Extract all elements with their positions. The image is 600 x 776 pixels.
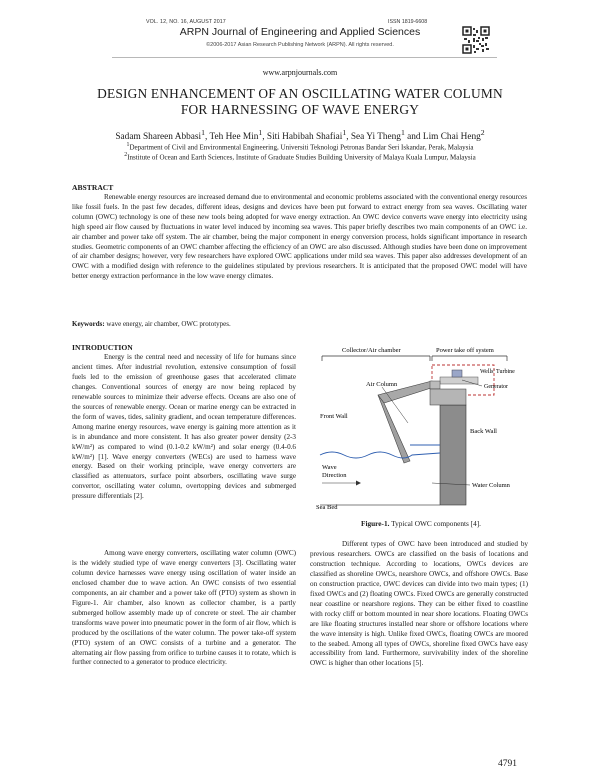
label-collector-air-chamber: Collector/Air chamber [342,347,401,354]
label-power-take-off: Power take off system [436,347,494,354]
header-divider [112,57,497,58]
keywords-text: wave energy, air chamber, OWC prototypes. [106,320,231,328]
back-wall-top [430,389,466,405]
label-air-column: Air Column [366,381,398,388]
abstract-text: Renewable energy resources are increased demand due to environmental and economic problems associated with the conventional energy resources like fossil fuels. In the past few decades, different ideas, designs and devices have been put forward to extract energy from sea waves. Oscillating water column (OWC) technology is one of these new tools being adopted for wave energy extraction. An OWC device converts wave energy into electricity using high speed air flow caused by fluctuations in water level induced by incoming sea waves. This paper briefly describes two main components of an OWC i.e. air chamber and power take off system. The air chamber, being the major component in energy conversion process, holds significant importance in research studies. Geometric components of an OWC chamber affecting the efficiency of an OWC are also discussed. Although studies have been done on improvement of air chamber designs; however, very few researchers have explored OWC applications under mild sea waves. This paper also addresses development of an OWC with a modified design with reference to the guidelines stipulated by previous researchers. It is anticipated that the proposed OWC model will have better energy extraction performance in the low wave energy climates. [72,193,527,281]
title-line-2: FOR HARNESSING OF WAVE ENERGY [180,102,420,117]
issn: ISSN 1819-6608 [388,19,428,25]
affiliation-text: Department of Civil and Environmental Engineering, Universiti Teknologi Petronas Bandar Seri Iskandar, Perak, Malaysia [129,143,474,152]
journal-website[interactable]: www.arpnjournals.com [262,68,338,77]
label-back-wall: Back Wall [470,428,497,435]
label-direction: Direction [322,472,347,479]
introduction-paragraph-1: Energy is the central need and necessity of life for humans since ancient times. After industrial revolution, extensive consumption of fossil fuels led to the emission of greenhouse gases that accelerated climate changes. Conventional sources of energy are now being replaced by renewable sources to minimize their adverse effects. Oceans are also one of the sources of renewable energy. Ocean or marine energy can be extracted in the form of waves, tides, salinity gradient, and ocean temperature differences. Among marine energy resources, wave energy is gaining more attention as it is in abundance and more consistent. It has also greater power density (2-3 kW/m²) as compared to wind (0.1-0.2 kW/m²) and solar energy (0.4-0.6 kW/m²) [1]. Wave energy converters (WECs) are used to harness wave energy. Based on their working principle, wave energy converters are classified as attenuators, surface point absorbers, oscillating wave surge convertor, oscillating water column, overtopping devices and submerged pressure differentials [2]. [72,353,296,501]
author-name: Siti Habibah Shafiai [266,132,343,143]
keywords [72,320,231,328]
title-line-1: DESIGN ENHANCEMENT OF AN OSCILLATING WATER COLUMN [97,86,503,101]
author-name: Sea Yi Theng [350,132,401,143]
affiliation-1 [60,142,540,151]
back-wall [440,405,466,505]
figure-caption-text: Typical OWC components [4]. [389,519,481,528]
duct [430,381,440,389]
author-name: Sadam Shareen Abbasi [115,132,202,143]
affiliation-number: 1 [126,142,130,148]
page-number: 4791 [498,759,517,769]
owc-diagram [312,343,530,515]
introduction-paragraph-3: Different types of OWC have been introduced and studied by previous researchers. OWCs are classified on the basis of locations and construction technique. According to locations, OWCs devices are classified as shoreline OWCs, nearshore OWCs, and offshore OWCs. Base on construction practice, OWC devices can divide into two main types; (1) fixed OWCs and (2) floating OWCs. Fixed OWCs are generally constructed near coastline or nearshore regions. They can be either fixed to coastline with rocky cliff or bottom mounted in near shore locations. Floating OWCs are like floating structures installed near shore or offshore locations where the wave intensity is high. Unlike fixed OWCs, floating OWCs are moored to the seabed. Among all types of OWCs, shoreline fixed OWCs have easy accessibility from land. Furthermore, survivability index of the shoreline OWC is higher than other locations [5]. [310,540,528,668]
author-name: Teh Hee Min [209,132,259,143]
author-affiliation-marker: 1 [201,128,205,137]
author-affiliation-marker: 2 [480,128,485,137]
label-water-column: Water Column [472,482,510,489]
generator-body [452,370,462,377]
abstract-heading: ABSTRACT [72,183,114,192]
affiliation-text: Institute of Ocean and Earth Sciences, Institute of Graduate Studies Building University of Malaya Kuala Lumpur, Malaysia [127,153,476,162]
author-list: Sadam Shareen Abbasi$^1$, Teh Hee Min$^1$, Siti Habibah Shafiai$^1$, Sea Yi Theng$^1$ and Lim Chai Heng$^2$ [115,128,485,143]
author-affiliation-marker: 1 [258,128,263,137]
label-wave: Wave [322,464,337,471]
volume-line: VOL. 12, NO. 16, AUGUST 2017 [146,19,226,25]
author-affiliation-marker: 1 [342,128,347,137]
figure-caption [312,519,530,528]
label-generator: Generator [484,384,508,390]
label-wells-turbine: Wells' Turbine [480,369,515,375]
author-name: Lim Chai Heng [422,132,481,143]
journal-name: ARPN Journal of Engineering and Applied Sciences [179,26,421,38]
front-wall [378,395,410,463]
author-affiliation-marker: 1 [400,128,405,137]
affiliation-2 [60,152,540,161]
introduction-paragraph-2: Among wave energy converters, oscillating water column (OWC) is the widely studied type of wave energy converters [3]. Oscillating water column device harnesses wave energy using oscillation of water inside an enclosed chamber due to wave action. An OWC consists of two essential components, an air chamber and a power take off (PTO) system as shown in Figure-1. Air chamber, also known as collector chamber, is a partly submerged hollow assembly made up of concrete or steel. The air chamber transforms wave power into pneumatic power in the form of air flow, which is produced by the oscillations of the water column. The power take-off system (PTO) system of an OWC consists of a turbine and a generator. The alternating air flow passing from orifice to turbine causes it to rotate, which is further connected to a generator to produce electricity. [72,549,296,667]
sea-surface [320,452,440,458]
introduction-heading: INTRODUCTION [72,343,133,352]
paper-title [60,86,540,118]
keywords-label: Keywords: [72,320,105,328]
affiliation-number: 2 [124,152,128,158]
figure-label: Figure-1. [360,519,390,528]
qr-code-icon [462,26,490,54]
arrowhead-icon [356,481,361,486]
label-sea-bed: Sea Bed [316,504,338,511]
label-front-wall: Front Wall [320,413,348,420]
copyright-notice: ©2006-2017 Asian Research Publishing Network (ARPN). All rights reserved. [206,42,394,48]
